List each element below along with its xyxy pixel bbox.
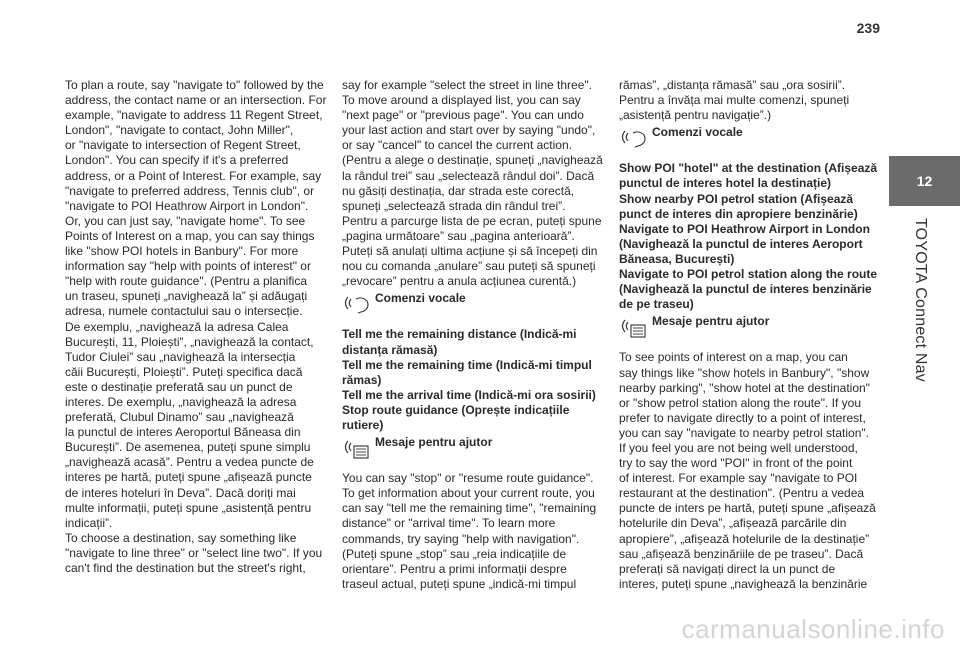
body-paragraph: rămas”, „distanța rămasă” sau „ora sosirii”. Pentru a învăța mai multe comenzi, spuneți „asistență pentru navigație”.): [619, 78, 850, 123]
voice-heading-label: Mesaje pentru ajutor: [375, 435, 493, 450]
voice-heading: [619, 314, 881, 346]
body-paragraph: say for example "select the street in line three". To move around a displayed list, you can say "next page" or "previous page". You can undo your last action and start over by saying "undo", or say "cancel" to cancel the current action. (Pentru a alege o destinație, spuneți „navighează la rândul trei” sau „selectează rândul doi”. Dacă nu găsiți destinația, dar strada este corectă, spuneți „selectează strada din rândul trei”. Pentru a parcurge lista de pe ecran, puteți spune „pagina următoare” sau „pagina anterioară”. Puteți să anulați ultima acțiune și să începeți din nou cu comanda „anulare” sau puteți să spuneți „revocare” pentru a anula acțiunea curentă.): [342, 78, 603, 289]
text-column-2: [342, 78, 604, 592]
voice-command-icon: [619, 125, 649, 157]
voice-heading: [619, 125, 881, 157]
body-paragraph: You can say "stop" or "resume route guidance". To get information about your current route, you can say "tell me the remaining time", "remaining distance" or "arrival time". To learn more commands, try saying "help with navigation". (Puteți spune „stop” sau „reia indicațiile de orientare”. Pentru a primi informații despre traseul actual, puteți spune „indică-mi timpul: [342, 471, 597, 591]
voice-command-list: Tell me the remaining distance (Indică-mi distanța rămasă) Tell me the remaining time (Indică-mi timpul rămas) Tell me the arrival time (Indică-mi ora sosirii) Stop route guidance (Oprește indicațiile rutiere): [342, 327, 596, 432]
voice-message-icon: [342, 435, 372, 467]
voice-heading-label: Comenzi vocale: [652, 125, 743, 140]
voice-heading-label: Comenzi vocale: [375, 291, 466, 306]
chapter-title: TOYOTA Connect Nav: [912, 218, 929, 382]
text-column-3: [619, 78, 881, 592]
watermark: carmanualsonline.info: [681, 614, 945, 644]
voice-command-list: Show POI "hotel" at the destination (Afișează punctul de interes hotel la destinație) Show nearby POI petrol station (Afișează punct de interes din apropiere benzinărie) Navigate to POI Heathrow Airport in London (Navighează la punctul de interes Aeroport Băneasa, București) Navigate to POI petrol station along the route (Navighează la punctul de interes benzinărie de pe traseu): [619, 161, 878, 312]
side-tab: [889, 0, 960, 649]
voice-heading: [342, 435, 604, 467]
text-column-1: [65, 78, 327, 576]
voice-command-icon: [342, 291, 372, 323]
page-number: 239: [856, 20, 880, 36]
voice-message-icon: [619, 314, 649, 346]
voice-heading: [342, 291, 604, 323]
chapter-number-badge: 12: [889, 156, 960, 206]
voice-heading-label: Mesaje pentru ajutor: [652, 314, 770, 329]
body-paragraph: To see points of interest on a map, you can say things like "show hotels in Banbury", "show nearby parking", "show hotel at the destination" or "show petrol station along the route". If you prefer to navigate directly to a point of interest, you can say "navigate to nearby petrol station". If you feel you are not being well understood, try to say the word "POI" in front of the point of interest. For example say "navigate to POI restaurant at the destination". (Pentru a vedea puncte de inters pe hartă, puteți spune „afișează hotelurile din Deva”, „afișează parcările din apropiere”, „afișează hotelurile de la destinație” sau „afișează benzinăriile de pe traseu”. Dacă preferați să navigați direct la un punct de interes, puteți spune „navighează la benzinărie: [619, 350, 876, 591]
body-paragraph: To plan a route, say "navigate to" followed by the address, the contact name or an intersection. For example, "navigate to address 11 Regent Street, London", "navigate to contact, John Miller", or "navigate to intersection of Regent Street, London". You can specify if it's a preferred address, or a Point of Interest. For example, say "navigate to preferred address, Tennis club", or "navigate to POI Heathrow Airport in London". Or, you can just say, "navigate home". To see Points of Interest on a map, you can say things like "show POI hotels in Banbury". For more information say "help with points of interest" or "help with route guidance". (Pentru a planifica un traseu, spuneți „navighează la” și adăugați adresa, numele contactului sau o intersecție. De exemplu, „navighează la adresa Calea București, 11, Ploiești”, „navighează la contact, Tudor Ciulei” sau „navighează la intersecția căii București, Ploiești”. Puteți specifica dacă este o destinație preferată sau un punct de interes. De exemplu, „navighează la adresa preferată, Clubul Dinamo” sau „navighează la punctul de interes Aeroportul Băneasa din București”. De asemenea, puteți spune simplu „navighează acasă”. Pentru a vedea puncte de interes pe hartă, puteți spune „afișează puncte de interes hoteluri în Deva”. Dacă doriți mai multe informații, puteți spune „asistență pentru indicații”. To choose a destination, say something like "navigate to line three" or "select line two". If you can't find the destination but the street's right,: [65, 78, 327, 575]
